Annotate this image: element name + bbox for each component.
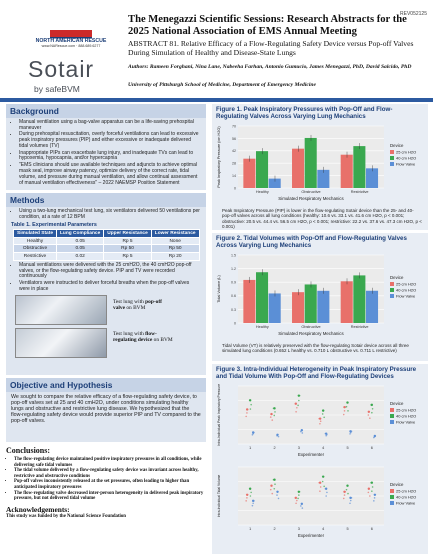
methods-list bbox=[11, 209, 201, 221]
data-point bbox=[295, 497, 297, 499]
bar bbox=[366, 291, 378, 323]
figure3-chart-tv bbox=[212, 463, 428, 539]
bar bbox=[341, 281, 353, 323]
data-point bbox=[326, 492, 328, 494]
data-point bbox=[371, 412, 373, 414]
figure1-panel bbox=[212, 104, 428, 230]
table-header: Lower Resistance bbox=[151, 229, 199, 237]
data-point bbox=[368, 411, 370, 413]
data-point bbox=[319, 423, 321, 425]
caption-bold: flow-regulating device bbox=[113, 330, 157, 343]
device-photos bbox=[11, 295, 201, 359]
data-point bbox=[298, 400, 300, 402]
data-point bbox=[270, 489, 272, 491]
x-tick-label: 1 bbox=[249, 527, 252, 531]
data-point bbox=[301, 429, 303, 431]
y-tick-label: 0.6 bbox=[231, 294, 236, 299]
legend-label: Flow Valve bbox=[396, 161, 416, 167]
x-tick-label: 2 bbox=[273, 446, 276, 450]
list-item: • During prehospital resuscitation, overly forceful ventilations can lead to excessive peak inspiratory pressures (PIP) and either excessive or inadequate delivered tidal volumes (TV) bbox=[19, 132, 201, 150]
figure3-title: Figure 3. Intra-Individual Heterogeneity in Peak Inspiratory Pressure and Tidal Volume With Pop-Off and Flow-Regulating Devices bbox=[216, 366, 417, 380]
bar bbox=[317, 291, 329, 323]
bar bbox=[353, 275, 365, 323]
data-point bbox=[245, 500, 247, 502]
data-point bbox=[320, 420, 322, 422]
x-tick-label: Healthy bbox=[255, 190, 269, 194]
data-point bbox=[346, 406, 348, 408]
list-item: • "EMS clinicians should use available techniques and adjuncts to achieve optimal mask seal, improve airway patency, optimize delivery of the correct rate, tidal volume, and pressure during manual ventilation, and allow continual assessment of manual ventilation effectiveness" – 2022 NAEMSP Position Statement bbox=[19, 163, 201, 187]
x-axis-label: Simulated Respiratory Mechanics bbox=[278, 196, 344, 201]
data-point bbox=[270, 416, 272, 418]
data-point bbox=[369, 495, 371, 497]
bar bbox=[305, 138, 317, 188]
data-point bbox=[271, 485, 273, 487]
list-item: • The tidal volume delivered by a flow-regulating safety device was invariant across healthy, restrictive and obstructive conditions bbox=[14, 468, 206, 479]
data-point bbox=[368, 488, 370, 490]
legend-swatch bbox=[390, 162, 394, 166]
x-tick-label: Obstructive bbox=[301, 325, 321, 329]
revision-code: REV052125 bbox=[400, 11, 427, 17]
data-point bbox=[320, 486, 322, 488]
x-tick-label: 6 bbox=[370, 446, 373, 450]
y-tick-label: 14 bbox=[232, 174, 236, 178]
caption-text: Test lung with bbox=[113, 298, 144, 305]
data-point bbox=[343, 414, 345, 416]
bar bbox=[269, 179, 281, 188]
figure2-note: Tidal Volume (VT) is relatively preserved with the flow-regulating Sotair device across all three simulated lung conditions (0.652 L healthy vs. 0.710 L obstructive vs. 0.711 L restrictive) bbox=[222, 343, 409, 354]
data-point bbox=[368, 414, 370, 416]
data-point bbox=[343, 498, 345, 500]
data-point bbox=[245, 416, 247, 418]
legend-swatch bbox=[390, 495, 394, 499]
methods-list-2 bbox=[11, 263, 201, 293]
list-item: • Ventilators were instructed to deliver forceful breaths when the pop-off valves were in place bbox=[19, 281, 201, 293]
x-tick-label: 4 bbox=[322, 446, 325, 450]
popoff-valve-photo bbox=[15, 295, 107, 325]
list-item: • Pop-off valves inconsistently released at the set pressures, often leading to higher than anticipated inspiratory pressures bbox=[14, 479, 206, 490]
data-point bbox=[318, 418, 320, 420]
data-point bbox=[250, 495, 252, 497]
data-point bbox=[325, 495, 327, 497]
y-tick-label: 1.2 bbox=[231, 267, 236, 271]
data-point bbox=[374, 497, 376, 499]
data-point bbox=[302, 432, 304, 434]
list-item: • Using a two-lung mechanical test lung, six ventilators delivered 50 ventilations per condition, at a rate of 12 BPM bbox=[19, 209, 201, 221]
sotair-wordmark: Sotair bbox=[28, 56, 95, 82]
legend-label: Flow Valve bbox=[396, 500, 416, 506]
data-point bbox=[299, 491, 301, 493]
data-point bbox=[249, 399, 251, 401]
x-tick-label: Restrictive bbox=[350, 190, 369, 194]
legend-swatch bbox=[390, 294, 394, 298]
bar bbox=[269, 293, 281, 323]
legend-swatch bbox=[390, 288, 394, 292]
affiliation: University of Pittsburgh School of Medicine, Department of Emergency Medicine bbox=[128, 82, 316, 88]
table-header: Simulated State bbox=[14, 229, 57, 237]
objective-text: We sought to compare the relative efficacy of a flow-regulating safety device, to pop-off valves set at 25 and 40 cmH2O, under conditions simulating healthy lungs and obstructive and restrictive lung disease. We hypothesized that the flow-regulating safety device would provide superior PIP and TV compared to the pop-off valves. bbox=[11, 394, 201, 425]
data-point bbox=[252, 505, 254, 507]
data-point bbox=[249, 488, 251, 490]
table-cell: Rp 50 bbox=[104, 245, 152, 253]
table-row bbox=[14, 237, 200, 245]
figure1-note: Peak Inspiratory Pressure (PIP) is lower in the flow-regulating Sotair device than the 25- and 40- pop-off valves across all lung conditions (healthy: 10.6 vs. 33.1 vs. 41.6 cm H2O, p < 0.001; obstructive: 20.5 vs. 44.4 vs. 56.5 cm H2O, p < 0.001; restrictive: 22.2 vs. 37.6 vs. 47.3 cm H2O, p < 0.001) bbox=[222, 208, 422, 230]
data-point bbox=[349, 502, 351, 504]
nar-logo-subtext: www.NARescue.com · 888.689.6277 bbox=[41, 44, 101, 48]
table-cell: Restrictive bbox=[14, 253, 57, 261]
bar bbox=[353, 146, 365, 188]
data-point bbox=[347, 410, 349, 412]
list-item: • Inappropriate PIPs can exacerbate lung injury, and inadequate TVs can lead to hypoxemia, hypocapnia, and/or hypercapnia bbox=[19, 151, 201, 163]
bar bbox=[243, 280, 255, 323]
legend-swatch bbox=[390, 501, 394, 505]
data-point bbox=[319, 490, 321, 492]
data-point bbox=[297, 498, 299, 500]
data-point bbox=[276, 494, 278, 496]
photo1-caption bbox=[113, 299, 173, 311]
legend-title: Device bbox=[390, 482, 404, 487]
x-tick-label: 2 bbox=[273, 527, 276, 531]
list-item: • The flow-regulating device maintained positive inspiratory pressures in all conditions, while delivering safe tidal volumes bbox=[14, 457, 206, 468]
legend-label: Flow Valve bbox=[396, 419, 416, 425]
table-cell: 0.05 bbox=[57, 237, 104, 245]
data-point bbox=[344, 491, 346, 493]
data-point bbox=[299, 395, 301, 397]
legend-label: 25 cm H2O bbox=[396, 488, 417, 494]
data-point bbox=[370, 404, 372, 406]
data-point bbox=[300, 505, 302, 507]
background-list bbox=[11, 120, 201, 186]
data-point bbox=[295, 403, 297, 405]
data-point bbox=[372, 486, 374, 488]
table-row bbox=[14, 245, 200, 253]
data-point bbox=[347, 493, 349, 495]
legend-label: Flow Valve bbox=[396, 293, 416, 299]
legend-swatch bbox=[390, 414, 394, 418]
data-point bbox=[271, 413, 273, 415]
table-header: Lung Compliance bbox=[57, 229, 104, 237]
legend-swatch bbox=[390, 150, 394, 154]
data-point bbox=[344, 410, 346, 412]
bar bbox=[341, 155, 353, 188]
data-point bbox=[298, 494, 300, 496]
data-point bbox=[369, 417, 371, 419]
data-point bbox=[350, 500, 352, 502]
x-tick-label: 4 bbox=[322, 527, 325, 531]
figure1-chart bbox=[212, 122, 428, 202]
table-cell: Rp 20 bbox=[151, 253, 199, 261]
objective-heading: Objective and Hypothesis bbox=[6, 378, 206, 392]
north-american-rescue-logo bbox=[30, 28, 112, 50]
y-axis-label: Tidal Volume (L) bbox=[217, 275, 221, 303]
data-point bbox=[271, 419, 273, 421]
data-point bbox=[246, 412, 248, 414]
x-axis-label: Simulated Respiratory Mechanics bbox=[278, 331, 344, 336]
legend-label: 25 cm H2O bbox=[396, 407, 417, 413]
data-point bbox=[253, 432, 255, 434]
legend-label: 40 cm H2O bbox=[396, 155, 417, 161]
conclusions-list bbox=[6, 457, 206, 502]
data-point bbox=[346, 489, 348, 491]
caption-bold: pop-off valve bbox=[113, 298, 162, 311]
data-point bbox=[372, 408, 374, 410]
methods-heading: Methods bbox=[6, 193, 206, 207]
y-tick-label: 0.9 bbox=[231, 280, 236, 285]
data-point bbox=[323, 476, 325, 478]
legend-swatch bbox=[390, 489, 394, 493]
data-point bbox=[250, 408, 252, 410]
data-point bbox=[325, 488, 327, 490]
legend-title: Device bbox=[390, 275, 404, 280]
data-point bbox=[326, 434, 328, 436]
data-point bbox=[296, 407, 298, 409]
data-point bbox=[273, 415, 275, 417]
y-axis-label: Intra-Individual Peak Inspiratory Pressure bbox=[217, 383, 221, 447]
data-point bbox=[351, 431, 353, 433]
table-row bbox=[14, 253, 200, 261]
caption-text: on BVM bbox=[153, 336, 173, 343]
table-header-row bbox=[14, 229, 200, 237]
legend-label: 25 cm H2O bbox=[396, 281, 417, 287]
x-axis-label: Experimenter bbox=[297, 452, 325, 457]
data-point bbox=[274, 483, 276, 485]
figure2-title: Figure 2. Tidal Volumes with Pop-Off and Flow-Regulating Valves Across Varying Lung Mechanics bbox=[216, 235, 407, 249]
conclusions-section bbox=[6, 446, 206, 554]
table-cell: None bbox=[151, 237, 199, 245]
y-tick-label: 42 bbox=[232, 149, 236, 154]
data-point bbox=[375, 494, 377, 496]
legend-title: Device bbox=[390, 143, 404, 148]
data-point bbox=[274, 411, 276, 413]
x-tick-label: 5 bbox=[346, 527, 349, 531]
data-point bbox=[247, 494, 249, 496]
header-divider bbox=[0, 98, 433, 102]
poster-header bbox=[0, 0, 433, 112]
data-point bbox=[273, 479, 275, 481]
data-point bbox=[344, 494, 346, 496]
data-point bbox=[277, 491, 279, 493]
data-point bbox=[252, 502, 254, 504]
x-tick-label: 3 bbox=[297, 527, 300, 531]
acknowledgements-text: This study was funded by the National Science Foundation bbox=[6, 513, 126, 519]
figure3-panel bbox=[212, 364, 428, 554]
data-point bbox=[346, 485, 348, 487]
figure2-chart bbox=[212, 251, 428, 337]
legend-swatch bbox=[390, 156, 394, 160]
data-point bbox=[325, 433, 327, 435]
bar bbox=[305, 284, 317, 323]
authors: Authors: Rameen Forghani, Nina Lane, Nabeeha Farhan, Antonio Gumucio, James Menegazzi, PhD, David Salcido, PhD bbox=[128, 64, 412, 70]
bar bbox=[317, 170, 329, 188]
data-point bbox=[273, 488, 275, 490]
x-tick-label: 5 bbox=[346, 446, 349, 450]
background-section bbox=[6, 104, 206, 190]
y-tick-label: 0.3 bbox=[231, 307, 236, 312]
data-point bbox=[375, 435, 377, 437]
x-tick-label: Restrictive bbox=[350, 325, 369, 329]
data-point bbox=[278, 436, 280, 438]
acknowledgements-heading: Acknowledgements: bbox=[6, 504, 70, 514]
sotair-subbrand: by safeBVM bbox=[34, 84, 80, 94]
data-point bbox=[295, 502, 297, 504]
data-point bbox=[301, 503, 303, 505]
figure1-title: Figure 1. Peak Inspiratory Pressures with Pop-Off and Flow-Regulating Valves Across Varying Lung Mechanics bbox=[216, 106, 393, 120]
data-point bbox=[247, 409, 249, 411]
table-cell: Rp 50 bbox=[151, 245, 199, 253]
data-point bbox=[296, 500, 298, 502]
legend-label: 40 cm H2O bbox=[396, 287, 417, 293]
data-point bbox=[271, 493, 273, 495]
list-item: • Manual ventilations were delivered with the 25 cmH2O, the 40 cmH2O pop-off valves, or the flow-regulating safety device. PIP and TV were recorded continuously bbox=[19, 263, 201, 281]
table-header: Upper Resistance bbox=[104, 229, 152, 237]
legend-swatch bbox=[390, 420, 394, 424]
table-cell: Rp 5 bbox=[104, 253, 152, 261]
data-point bbox=[250, 492, 252, 494]
y-tick-label: 0 bbox=[234, 321, 236, 326]
background-heading: Background bbox=[6, 104, 206, 118]
legend-label: 40 cm H2O bbox=[396, 413, 417, 419]
data-point bbox=[250, 404, 252, 406]
data-point bbox=[323, 417, 325, 419]
data-point bbox=[323, 410, 325, 412]
bar bbox=[243, 159, 255, 188]
table-cell: 0.05 bbox=[57, 245, 104, 253]
x-tick-label: 3 bbox=[297, 446, 300, 450]
x-tick-label: 1 bbox=[249, 446, 252, 450]
data-point bbox=[318, 482, 320, 484]
y-tick-label: 1.5 bbox=[231, 253, 236, 258]
legend-swatch bbox=[390, 408, 394, 412]
data-point bbox=[351, 497, 353, 499]
table-cell: Healthy bbox=[14, 237, 57, 245]
x-axis-label: Experimenter bbox=[297, 533, 325, 538]
data-point bbox=[322, 481, 324, 483]
data-point bbox=[368, 492, 370, 494]
bar bbox=[366, 168, 378, 188]
flow-device-photo bbox=[15, 328, 107, 358]
list-item: • The flow-regulating valve decreased inter-person heterogeneity in delivered peak inspiratory pressure, but not delivered tidal volume bbox=[14, 491, 206, 502]
data-point bbox=[253, 500, 255, 502]
poster-title: The Menegazzi Scientific Sessions: Research Abstracts for the 2025 National Association of EMS Annual Meeting bbox=[128, 14, 407, 37]
data-point bbox=[373, 500, 375, 502]
bar bbox=[292, 292, 304, 323]
y-tick-label: 0 bbox=[234, 186, 236, 191]
data-point bbox=[302, 507, 304, 509]
photo2-caption bbox=[113, 331, 173, 343]
y-axis-label: Peak Inspiratory Pressure (cm H2O) bbox=[217, 126, 221, 188]
bar bbox=[256, 272, 268, 323]
methods-section bbox=[6, 193, 206, 375]
data-point bbox=[277, 434, 279, 436]
conclusions-heading: Conclusions: bbox=[6, 446, 51, 455]
data-point bbox=[278, 498, 280, 500]
figure3-chart-pip bbox=[212, 382, 428, 458]
table-cell: Obstructive bbox=[14, 245, 57, 253]
x-tick-label: Healthy bbox=[255, 325, 269, 329]
data-point bbox=[273, 408, 275, 410]
data-point bbox=[300, 431, 302, 433]
y-axis-label: Intra-Individual Tidal Volume bbox=[217, 474, 221, 518]
y-tick-label: 28 bbox=[232, 161, 236, 166]
legend-label: 25 cm H2O bbox=[396, 149, 417, 155]
table-cell: 0.02 bbox=[57, 253, 104, 261]
table-cell: Rp 5 bbox=[104, 237, 152, 245]
caption-text: Test lung with bbox=[113, 330, 144, 337]
data-point bbox=[297, 405, 299, 407]
data-point bbox=[346, 402, 348, 404]
objective-section bbox=[6, 378, 206, 442]
nar-logo-text: NORTH AMERICAN RESCUE bbox=[35, 38, 107, 44]
bar bbox=[292, 149, 304, 188]
bar bbox=[256, 151, 268, 188]
parameters-table bbox=[13, 229, 200, 261]
data-point bbox=[322, 413, 324, 415]
legend-title: Device bbox=[390, 401, 404, 406]
legend-label: 40 cm H2O bbox=[396, 494, 417, 500]
abstract-title: ABSTRACT 81. Relative Efficacy of a Flow-Regulating Safety Device versus Pop-off Valves During Simulation of Healthy and Disease-State Lungs bbox=[128, 39, 414, 57]
data-point bbox=[295, 411, 297, 413]
figure2-panel bbox=[212, 233, 428, 361]
y-tick-label: 56 bbox=[232, 136, 236, 141]
data-point bbox=[371, 490, 373, 492]
legend-swatch bbox=[390, 282, 394, 286]
caption-text: on BVM bbox=[126, 304, 146, 311]
data-point bbox=[370, 482, 372, 484]
x-tick-label: 6 bbox=[370, 527, 373, 531]
data-point bbox=[246, 497, 248, 499]
sotair-logo bbox=[28, 56, 118, 100]
x-tick-label: Obstructive bbox=[301, 190, 321, 194]
y-tick-label: 70 bbox=[232, 124, 236, 129]
list-item: • Manual ventilation using a bag-valve apparatus can be a life-saving prehospital maneuver bbox=[19, 120, 201, 132]
table-title: Table 1. Experimental Parameters bbox=[11, 221, 97, 228]
data-point bbox=[323, 486, 325, 488]
